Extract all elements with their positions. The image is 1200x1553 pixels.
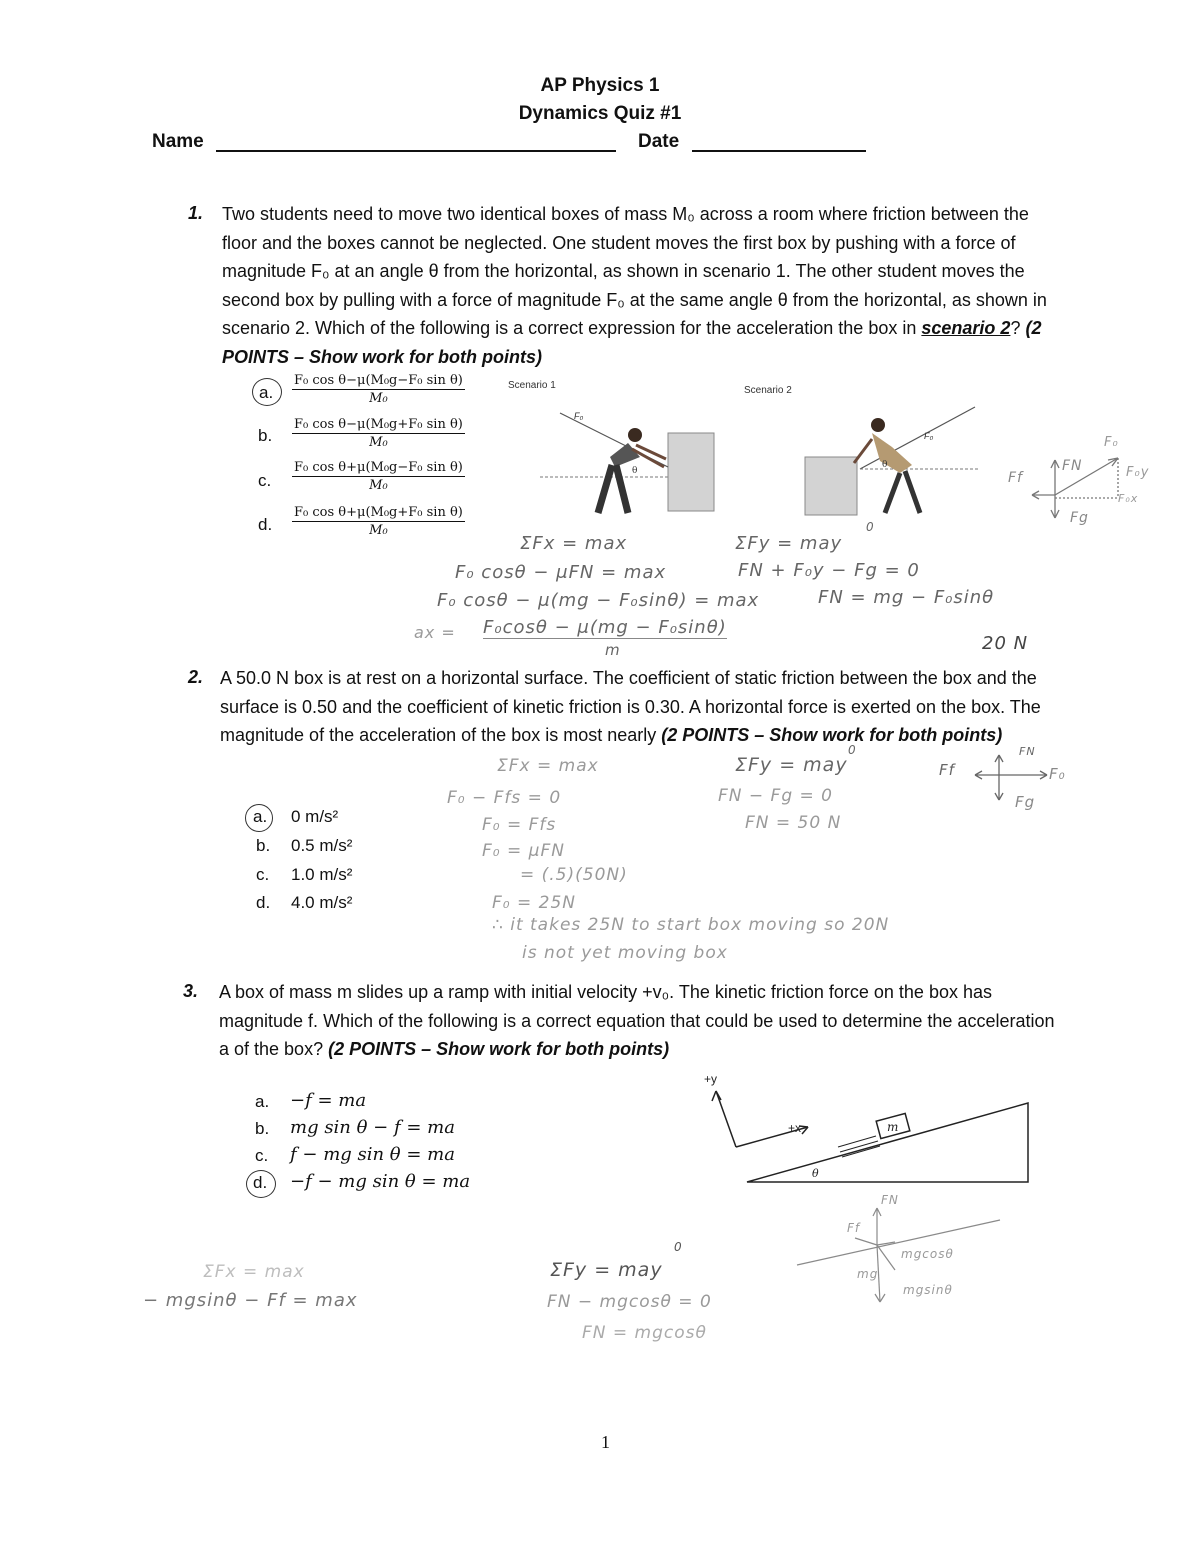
q1-option-a-den: M₀ bbox=[369, 391, 388, 406]
q2-hw-line3: F₀ = μFN bbox=[482, 841, 565, 861]
q2-option-c-letter[interactable]: c. bbox=[256, 865, 270, 884]
quiz-title: Dynamics Quiz #1 bbox=[518, 103, 682, 124]
q1-stem: Two students need to move two identical boxes of mass M₀ across a room where friction between the floor and the boxes cannot be neglected. One student moves the first box by pushing with a force of magnitude F₀ at an angle θ from the horizontal, as shown in scenario 1. The other student moves the second box by pulling with a force of magnitude F₀ at the same angle θ from the horizontal, as shown in scenario 2. Which of the following is a correct expression for the acceleration the box in bbox=[222, 204, 1047, 338]
name-label: Name bbox=[152, 131, 204, 152]
q3-hw-sum-fy: ΣFy = may bbox=[550, 1259, 663, 1281]
scenario2-box bbox=[805, 457, 857, 515]
q2-option-a-value[interactable]: 0 m/s² bbox=[291, 807, 339, 826]
q1-hw-line1: F₀ cosθ − μFN = max bbox=[455, 562, 667, 583]
q1-option-d[interactable] bbox=[292, 505, 465, 538]
q3-option-d-eq[interactable]: −f − mg sin θ = ma bbox=[290, 1171, 471, 1192]
q3-stem: A box of mass m slides up a ramp with initial velocity +v₀. The kinetic friction force on the box has magnitude f. Which of the following is a correct equation that could be used to determine the acceleration a of the box? bbox=[219, 982, 1055, 1059]
scenario1-figure bbox=[540, 411, 714, 513]
q3-number: 3. bbox=[183, 981, 199, 1001]
q2-option-b-letter[interactable]: b. bbox=[256, 836, 271, 855]
q2-fbd-ff: Ff bbox=[939, 761, 955, 779]
q1-fbd-fox: F₀x bbox=[1118, 492, 1139, 505]
q3-hw-right2: FN = mgcosθ bbox=[582, 1323, 707, 1343]
q1-hw-line2: F₀ cosθ − μ(mg − F₀sinθ) = max bbox=[437, 590, 760, 611]
q1-fbd bbox=[1000, 430, 1170, 530]
q3-text bbox=[219, 978, 1069, 1064]
q1-option-d-den: M₀ bbox=[369, 523, 388, 538]
q2-hw-right1: FN − Fg = 0 bbox=[718, 786, 833, 806]
q3-option-c-letter[interactable]: c. bbox=[255, 1146, 269, 1165]
q2-hw-line1: F₀ − Ffs = 0 bbox=[447, 788, 562, 808]
q1-hw-sum-fx: ΣFx = max bbox=[520, 533, 628, 554]
q3-fig-y-label: +y bbox=[704, 1072, 718, 1086]
q1-option-c-num: F₀ cos θ+μ(M₀g−F₀ sin θ) bbox=[294, 460, 463, 475]
name-field-line[interactable] bbox=[216, 150, 616, 152]
q3-option-b-eq[interactable]: mg sin θ − f = ma bbox=[290, 1117, 455, 1138]
q2-option-d-value[interactable]: 4.0 m/s² bbox=[291, 893, 353, 912]
q1-fbd-fg: Fg bbox=[1070, 510, 1089, 526]
q1-fbd-fn: FN bbox=[1062, 458, 1083, 474]
scenario1-f0-label: F₀ bbox=[574, 411, 584, 421]
q3-fbd bbox=[795, 1190, 1005, 1315]
q3-fig-m-label: m bbox=[887, 1120, 899, 1134]
q2-hw-line7: is not yet moving box bbox=[522, 943, 728, 963]
q2-hw-sum-fx: ΣFx = max bbox=[497, 756, 599, 776]
scenario1-box bbox=[668, 433, 714, 511]
q1-option-c[interactable] bbox=[292, 460, 465, 493]
q2-option-d-letter[interactable]: d. bbox=[256, 893, 271, 912]
q1-hw-zero: 0 bbox=[866, 520, 875, 534]
q1-option-b-den: M₀ bbox=[369, 435, 388, 450]
q1-points: (2 POINTS – Show work for both points) bbox=[222, 318, 1042, 367]
q3-fbd-fn: FN bbox=[881, 1193, 899, 1207]
q1-option-b-letter[interactable]: b. bbox=[258, 426, 273, 445]
q3-hw-line1: − mgsinθ − Ff = max bbox=[143, 1290, 358, 1311]
q3-hw-sum-fx: ΣFx = max bbox=[203, 1262, 305, 1282]
q2-hw-right2: FN = 50 N bbox=[745, 813, 842, 833]
date-label: Date bbox=[638, 131, 680, 152]
q2-number: 2. bbox=[188, 667, 204, 687]
scenario2-figure bbox=[805, 407, 980, 515]
q1-hw-right1: FN + F₀y − Fg = 0 bbox=[738, 560, 920, 581]
scenario2-f0-label: F₀ bbox=[924, 431, 934, 441]
q3-ramp-figure bbox=[690, 1065, 1040, 1185]
q2-fbd bbox=[935, 745, 1075, 815]
date-field-line[interactable] bbox=[692, 150, 866, 152]
q1-option-a[interactable] bbox=[292, 373, 465, 406]
scenario2-person-head bbox=[871, 418, 885, 432]
q2-option-b-value[interactable]: 0.5 m/s² bbox=[291, 836, 353, 855]
scenario1-person-head bbox=[628, 428, 642, 442]
q1-hw-line3-den: m bbox=[605, 641, 621, 659]
course-title: AP Physics 1 bbox=[540, 75, 660, 96]
q1-option-a-num: F₀ cos θ−μ(M₀g−F₀ sin θ) bbox=[294, 373, 463, 388]
page-number: 1 bbox=[601, 1432, 610, 1452]
q3-option-a-letter[interactable]: a. bbox=[255, 1092, 270, 1111]
q3-fbd-mg: mg bbox=[857, 1267, 879, 1281]
q3-points: (2 POINTS – Show work for both points) bbox=[328, 1039, 670, 1059]
q3-hw-zero: 0 bbox=[674, 1240, 683, 1254]
q3-fig-theta-label: θ bbox=[812, 1167, 819, 1180]
q1-option-b[interactable] bbox=[292, 417, 465, 450]
q2-hw-line4: = (.5)(50N) bbox=[520, 865, 628, 885]
scenario2-label: Scenario 2 bbox=[744, 385, 792, 396]
q3-fbd-mgcos: mgcosθ bbox=[901, 1247, 954, 1261]
q1-hw-ax-label: ax = bbox=[414, 623, 456, 642]
q3-fig-x-label: +x bbox=[788, 1121, 802, 1135]
q1-underlined: scenario 2 bbox=[921, 318, 1011, 338]
q3-option-b-letter[interactable]: b. bbox=[255, 1119, 270, 1138]
q1-option-a-letter[interactable]: a. bbox=[259, 383, 274, 402]
q2-hw-sum-fy: ΣFy = may bbox=[735, 754, 848, 776]
q2-points: (2 POINTS – Show work for both points) bbox=[661, 725, 1003, 745]
q2-hw-line6: ∴ it takes 25N to start box moving so 20N bbox=[492, 915, 890, 935]
q1-fbd-ff: Ff bbox=[1008, 470, 1023, 486]
q2-text bbox=[220, 664, 1072, 750]
scenario1-theta-label: θ bbox=[632, 466, 638, 476]
q1-option-c-letter[interactable]: c. bbox=[258, 471, 272, 490]
q2-hw-line2: F₀ = Ffs bbox=[482, 815, 557, 835]
q1-qmark: ? bbox=[1010, 318, 1021, 338]
q2-option-c-value[interactable]: 1.0 m/s² bbox=[291, 865, 353, 884]
q1-option-b-num: F₀ cos θ−μ(M₀g+F₀ sin θ) bbox=[294, 417, 463, 432]
q2-hw-line5: F₀ = 25N bbox=[492, 893, 576, 913]
q3-fbd-ff: Ff bbox=[847, 1221, 861, 1235]
scenario1-label: Scenario 1 bbox=[508, 380, 556, 391]
q1-hw-right2: FN = mg − F₀sinθ bbox=[818, 587, 995, 608]
q1-option-d-num: F₀ cos θ+μ(M₀g+F₀ sin θ) bbox=[294, 505, 463, 520]
q3-option-a-eq[interactable]: −f = ma bbox=[290, 1090, 367, 1111]
q2-fbd-fg: Fg bbox=[1015, 793, 1036, 811]
q3-option-c-eq[interactable]: f − mg sin θ = ma bbox=[290, 1144, 455, 1165]
q1-fbd-foy: F₀y bbox=[1126, 465, 1150, 480]
scenarios-figure bbox=[520, 395, 980, 525]
q2-stem: A 50.0 N box is at rest on a horizontal surface. The coefficient of static friction between the box and the surface is 0.50 and the coefficient of kinetic friction is 0.30. A horizontal force is exerted on the box. The magnitude of the acceleration of the box is most nearly bbox=[220, 668, 1041, 745]
q1-text bbox=[222, 200, 1067, 371]
q2-option-a-letter[interactable]: a. bbox=[253, 807, 268, 826]
q3-fbd-mgsin: mgsinθ bbox=[903, 1283, 953, 1297]
q1-option-c-den: M₀ bbox=[369, 478, 388, 493]
q2-fbd-fn: FN bbox=[1019, 745, 1036, 758]
q2-fbd-fo: F₀ bbox=[1049, 765, 1066, 783]
q1-fbd-fo: F₀ bbox=[1104, 435, 1119, 450]
q1-hw-sum-fy: ΣFy = may bbox=[735, 533, 843, 554]
q1-option-d-letter[interactable]: d. bbox=[258, 515, 273, 534]
q1-number: 1. bbox=[188, 203, 204, 223]
q1-hw-line3: F₀cosθ − μ(mg − F₀sinθ) bbox=[483, 617, 727, 638]
q2-hw-20n: 20 N bbox=[982, 633, 1029, 654]
q2-hw-zero: 0 bbox=[848, 743, 857, 757]
q3-hw-right1: FN − mgcosθ = 0 bbox=[547, 1292, 712, 1312]
scenario2-theta-label: θ bbox=[882, 460, 888, 470]
q3-option-d-letter[interactable]: d. bbox=[253, 1173, 268, 1192]
